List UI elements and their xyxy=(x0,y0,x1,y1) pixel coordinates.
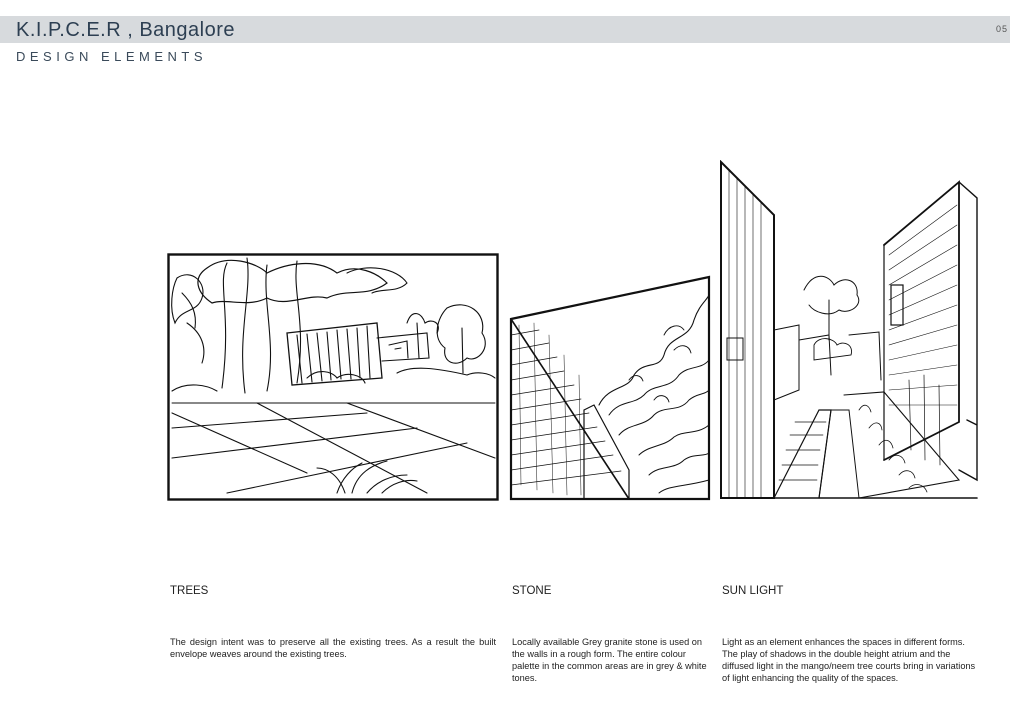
trees-sketch xyxy=(167,253,499,501)
page-title: K.I.P.C.E.R , Bangalore xyxy=(16,19,236,41)
stone-description: Locally available Grey granite stone is used on the walls in a rough form. The entire colour palette in the common areas are in grey & white tones. xyxy=(512,637,707,683)
trees-heading: TREES xyxy=(170,585,209,597)
sunlight-heading: SUN LIGHT xyxy=(722,585,784,597)
page-number: 05 xyxy=(996,24,1009,34)
stone-heading: STONE xyxy=(512,585,552,597)
stone-sketch xyxy=(509,275,711,501)
sunlight-description: Light as an element enhances the spaces in different forms. The play of shadows in the double height atrium and the diffused light in the mango/neem tree courts bring in variations of light enhancing the quality of the spaces. xyxy=(722,637,976,683)
page-subtitle: DESIGN ELEMENTS xyxy=(16,49,208,64)
sunlight-sketch xyxy=(719,160,981,502)
trees-description: The design intent was to preserve all the existing trees. As a result the built envelope weaves around the existing trees. xyxy=(170,637,496,659)
